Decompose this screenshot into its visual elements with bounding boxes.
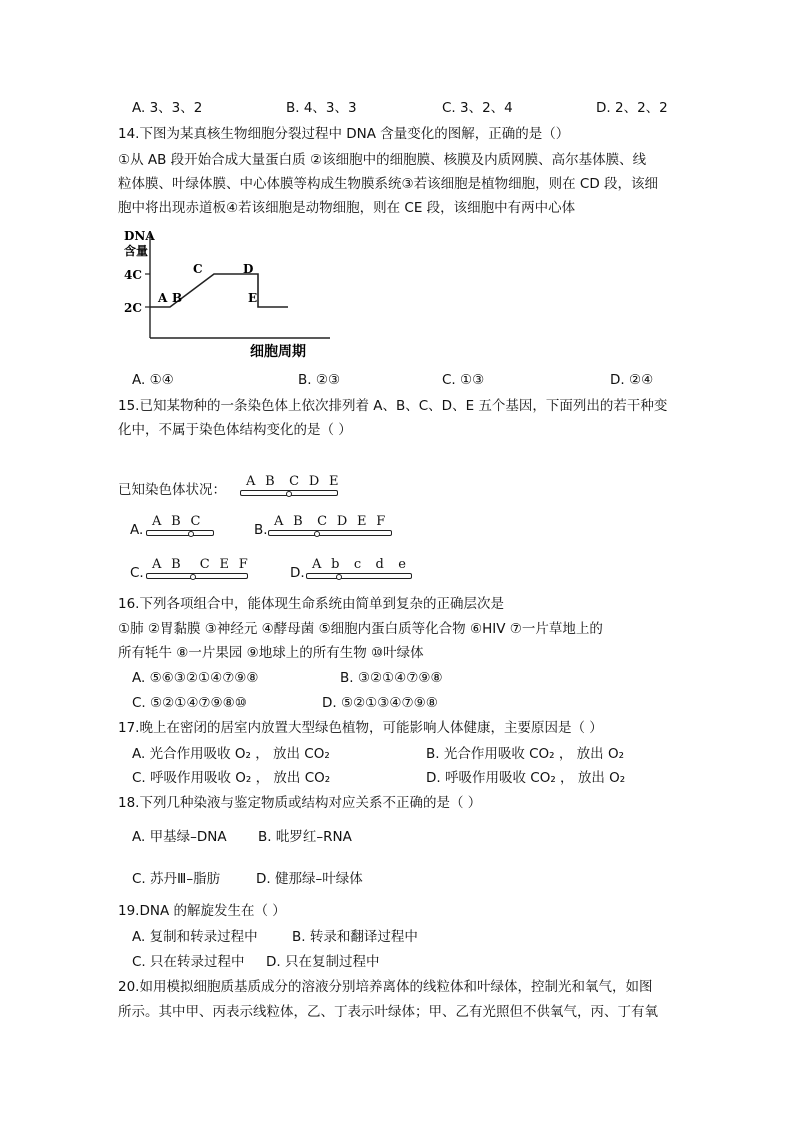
chromosome-genes: A B C D E xyxy=(246,474,339,489)
q15-option-c-chromosome xyxy=(146,557,250,581)
q14-stem: 14.下图为某真核生物细胞分裂过程中 DNA 含量变化的图解，正确的是（） xyxy=(118,126,570,142)
q19-option-c: C. 只在转录过程中 xyxy=(132,954,245,970)
chart-point-label-c: C xyxy=(193,262,203,276)
q14-statement-line: 胞中将出现赤道板④若该细胞是动物细胞，则在 CE 段，该细胞中有两中心体 xyxy=(118,200,576,216)
q18-option-d: D. 健那绿–叶绿体 xyxy=(256,871,363,887)
q16-option-c: C. ⑤②①④⑦⑨⑧⑩ xyxy=(132,695,247,711)
q16-option-a: A. ⑤⑥③②①④⑦⑨⑧ xyxy=(132,670,259,686)
q16-items-line: ①肺 ②胃黏膜 ③神经元 ④酵母菌 ⑤细胞内蛋白质等化合物 ⑥HIV ⑦一片草地上的 xyxy=(118,621,603,637)
q18-stem: 18.下列几种染液与鉴定物质或结构对应关系不正确的是（ ） xyxy=(118,795,482,811)
q15-option-d-chromosome xyxy=(306,557,414,581)
q19-stem: 19.DNA 的解旋发生在（ ） xyxy=(118,903,286,919)
chromosome-genes: A B C D E F xyxy=(274,514,386,529)
known-chromosome xyxy=(240,474,340,498)
q15-option-a-label: A. xyxy=(130,522,144,538)
q18-option-a: A. 甲基绿–DNA xyxy=(132,829,227,845)
q14-option-b: B. ②③ xyxy=(298,372,341,388)
q19-option-b: B. 转录和翻译过程中 xyxy=(292,929,418,945)
q19-option-d: D. 只在复制过程中 xyxy=(266,954,380,970)
q15-stem: 15.已知某物种的一条染色体上依次排列着 A、B、C、D、E 五个基因，下面列出的若干种变 xyxy=(118,398,668,414)
q16-stem: 16.下列各项组合中，能体现生命系统由简单到复杂的正确层次是 xyxy=(118,596,504,612)
q13-option-a: A. 3、3、2 xyxy=(132,100,203,116)
q15-known-label: 已知染色体状况： xyxy=(118,482,226,498)
q15-option-c-label: C. xyxy=(130,565,144,581)
chart-ytick-2c: 2C xyxy=(124,301,142,315)
q15-stem: 化中，不属于染色体结构变化的是（ ） xyxy=(118,422,352,438)
q15-option-b-chromosome xyxy=(268,514,394,538)
q17-option-c: C. 呼吸作用吸收 O₂ ， 放出 CO₂ xyxy=(132,770,331,786)
q13-option-d: D. 2、2、2 xyxy=(596,100,668,116)
q20-stem-line: 20.如用模拟细胞质基质成分的溶液分别培养离体的线粒体和叶绿体，控制光和氧气，如图 xyxy=(118,979,653,995)
q18-option-c: C. 苏丹Ⅲ–脂肪 xyxy=(132,871,221,887)
q17-option-d: D. 呼吸作用吸收 CO₂ ， 放出 O₂ xyxy=(426,770,626,786)
chart-point-label-e: E xyxy=(248,291,258,305)
dna-content-chart xyxy=(118,226,348,366)
q20-stem-line: 所示。其中甲、丙表示线粒体，乙、丁表示叶绿体；甲、乙有光照但不供氧气，丙、丁有氧 xyxy=(118,1004,658,1020)
chromosome-genes: A B C E F xyxy=(152,557,249,572)
q14-statement-line: 粒体膜、叶绿体膜、中心体膜等构成生物膜系统③若该细胞是植物细胞，则在 CD 段，该细 xyxy=(118,176,659,192)
q14-option-a: A. ①④ xyxy=(132,372,174,388)
chart-xlabel: 细胞周期 xyxy=(250,344,306,360)
chart-point-label-d: D xyxy=(243,262,254,276)
q18-option-b: B. 吡罗红–RNA xyxy=(258,829,352,845)
chart-ylabel-2: 含量 xyxy=(124,244,149,258)
q16-option-d: D. ⑤②①③④⑦⑨⑧ xyxy=(322,695,438,711)
q14-option-c: C. ①③ xyxy=(442,372,485,388)
q16-option-b: B. ③②①④⑦⑨⑧ xyxy=(340,670,443,686)
q15-option-b-label: B. xyxy=(254,522,268,538)
chromosome-genes: A B C xyxy=(152,514,201,529)
q13-option-c: C. 3、2、4 xyxy=(442,100,513,116)
chart-ylabel-1: DNA xyxy=(124,229,155,243)
q16-items-line: 所有牦牛 ⑧一片果园 ⑨地球上的所有生物 ⑩叶绿体 xyxy=(118,645,424,661)
q13-option-b: B. 4、3、3 xyxy=(286,100,357,116)
chromosome-genes: A b c d e xyxy=(312,557,407,572)
chart-point-label-b: B xyxy=(172,291,183,305)
q17-option-b: B. 光合作用吸收 CO₂ ， 放出 O₂ xyxy=(426,746,625,762)
chart-series-line xyxy=(150,274,288,307)
q17-stem: 17.晚上在密闭的居室内放置大型绿色植物，可能影响人体健康，主要原因是（ ） xyxy=(118,720,603,736)
q19-option-a: A. 复制和转录过程中 xyxy=(132,929,258,945)
chart-ytick-4c: 4C xyxy=(124,268,142,282)
q15-option-d-label: D. xyxy=(290,565,305,581)
q17-option-a: A. 光合作用吸收 O₂ ， 放出 CO₂ xyxy=(132,746,330,762)
chart-point-label-a: A xyxy=(158,291,168,305)
q15-option-a-chromosome xyxy=(146,514,216,538)
q14-statement-line: ①从 AB 段开始合成大量蛋白质 ②该细胞中的细胞膜、核膜及内质网膜、高尔基体膜、线 xyxy=(118,152,647,168)
q14-option-d: D. ②④ xyxy=(610,372,654,388)
